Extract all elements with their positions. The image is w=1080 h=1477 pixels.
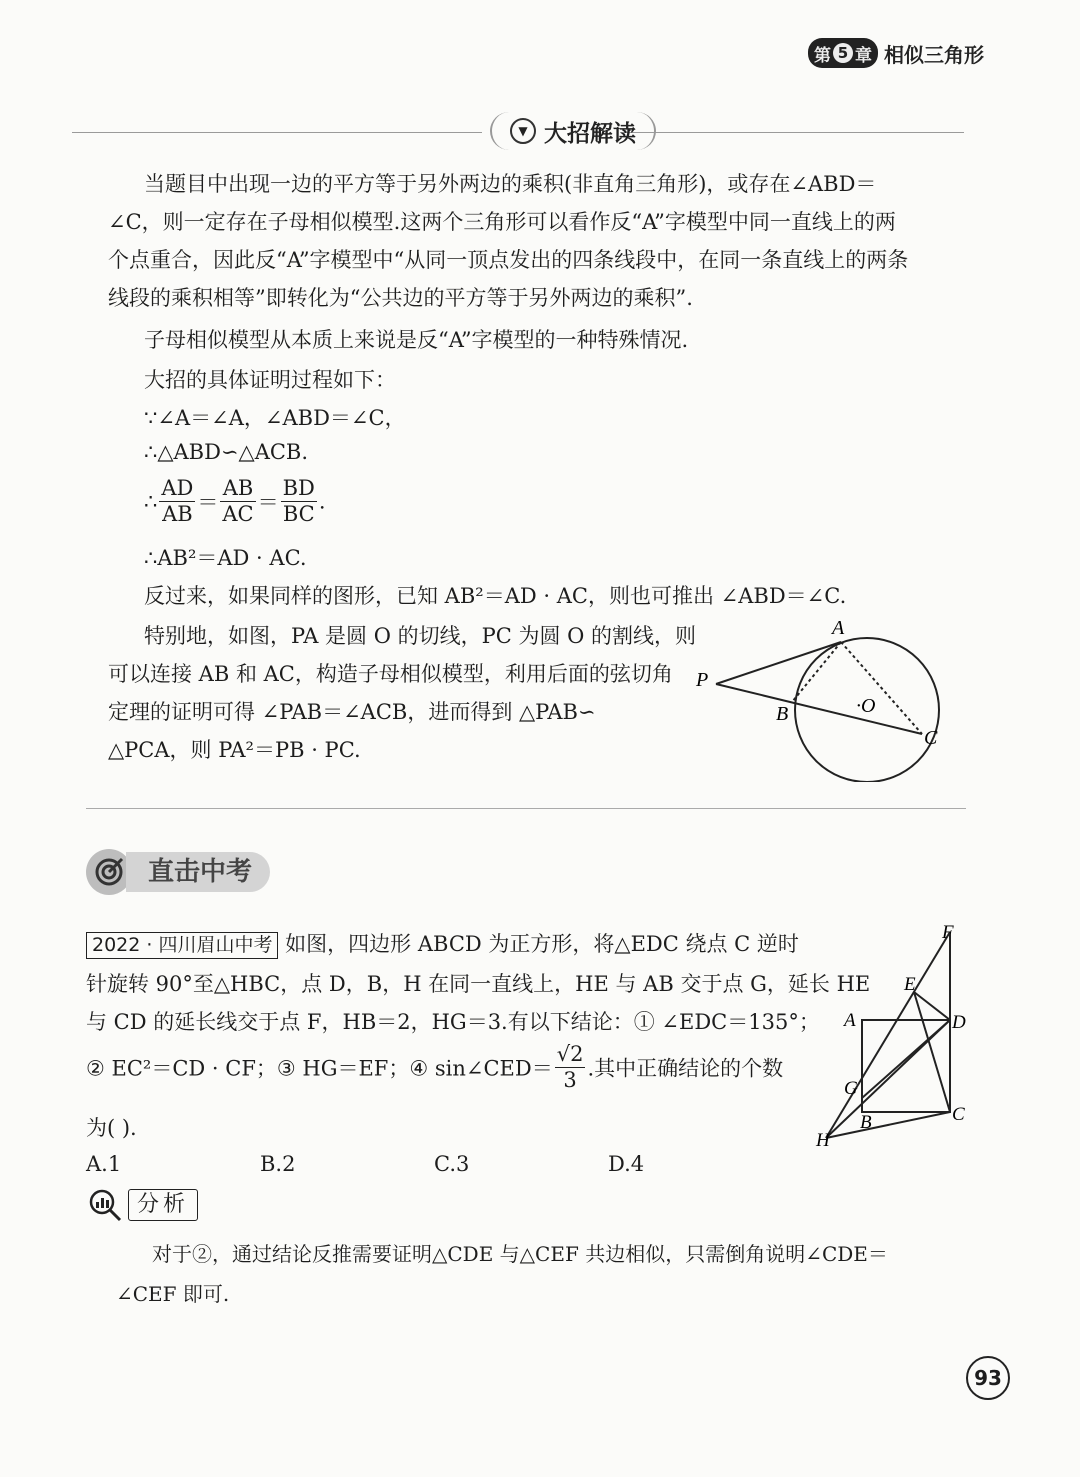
figure-circle-tangent: [680, 612, 970, 782]
analysis-line: ∠CEF 即可.: [116, 1282, 230, 1306]
problem-line-6: 为( ).: [86, 1116, 137, 1140]
secant-pc: [716, 684, 922, 734]
option-a: A.1: [86, 1152, 122, 1176]
section-banner: [72, 112, 964, 152]
chapter-suffix: 章: [855, 45, 872, 66]
chapter-title: 相似三角形: [884, 42, 984, 67]
problem-line-2: 针旋转 90°至△HBC，点 D，B，H 在同一直线上，HE 与 AB 交于点 G，延长 HE: [86, 972, 871, 996]
banner-rule-left: [72, 132, 482, 133]
figure-square: [810, 920, 980, 1160]
problem-text: ② EC²＝CD · CF；③ HG＝EF；④ sin∠CED＝: [86, 1056, 553, 1081]
chord-ac: [841, 642, 922, 734]
chevron-down-icon: ▼: [510, 118, 536, 144]
proof-line-2: ∴△ABD∽△ACB.: [144, 440, 309, 464]
option-c: C.3: [434, 1152, 470, 1176]
analysis-line: 对于②，通过结论反推需要证明△CDE 与△CEF 共边相似，只需倒角说明∠CDE＝: [152, 1242, 888, 1266]
frac-den: 3: [555, 1067, 586, 1093]
line-gd: [862, 1020, 950, 1098]
proof-line-4: ∴AB²＝AD · AC.: [144, 546, 307, 570]
chapter-header: [808, 38, 984, 68]
label-a: A: [844, 1010, 856, 1031]
label-d: D: [952, 1012, 966, 1033]
line-ed: [914, 992, 950, 1020]
frac-den: AB: [159, 501, 195, 527]
line-hf: [826, 932, 950, 1138]
frac-num: AD: [161, 476, 194, 500]
label-p: P: [696, 669, 709, 691]
problem-line-4: [86, 1042, 783, 1093]
page-number: 93: [966, 1356, 1010, 1400]
frac-den: BC: [281, 501, 317, 527]
special-line: △PCA，则 PA²＝PB · PC.: [108, 738, 361, 762]
frac-num: BD: [282, 476, 315, 500]
fraction-ad-ab: [159, 476, 195, 527]
special-line: 可以连接 AB 和 AC，构造子母相似模型，利用后面的弦切角: [108, 662, 673, 686]
label-f: F: [942, 922, 954, 943]
label-b: B: [860, 1112, 872, 1133]
banner-rule-right: [620, 132, 964, 133]
frac-num: AB: [222, 476, 254, 500]
problem-line-1: [86, 928, 799, 959]
magnifier-chart-icon: [88, 1188, 124, 1222]
paragraph1-line: 当题目中出现一边的平方等于另外两边的乘积(非直角三角形)，或存在∠ABD＝: [144, 172, 877, 196]
source-tag: 2022 · 四川眉山中考: [86, 932, 278, 959]
section-title: 大招解读: [544, 120, 636, 147]
label-g: G: [844, 1078, 858, 1099]
analysis-header: [88, 1188, 198, 1222]
section-separator: [86, 808, 966, 809]
therefore-symbol: ∴: [144, 489, 158, 514]
problem-text: .其中正确结论的个数: [587, 1056, 784, 1081]
problem-line-3: 与 CD 的延长线交于点 F，HB＝2，HG＝3.有以下结论：① ∠EDC＝135°；: [86, 1010, 820, 1034]
special-line: 定理的证明可得 ∠PAB＝∠ACB，进而得到 △PAB∽: [108, 700, 596, 724]
proof-line-3: ∴ $\frac{AD}{AB}$ ＝ $\frac{AB}{AC}$ ＝ $\frac{BD}{BC}$ .: [144, 476, 326, 526]
label-h: H: [816, 1130, 830, 1151]
option-d: D.4: [608, 1152, 645, 1176]
proof-line-1: ∵∠A＝∠A，∠ABD＝∠C，: [144, 406, 406, 430]
tangent-pa: [716, 642, 841, 684]
special-line: 特别地，如图，PA 是圆 O 的切线，PC 为圆 O 的割线，则: [144, 624, 697, 648]
problem-text: 如图，四边形 ABCD 为正方形，将△EDC 绕点 C 逆时: [285, 932, 799, 956]
paragraph1-line: 线段的乘积相等”即转化为“公共边的平方等于另外两边的乘积”.: [108, 286, 693, 310]
exam-section-header: [86, 848, 270, 896]
line-ec: [914, 992, 950, 1112]
fraction-sqrt2-over-3: [555, 1042, 586, 1093]
option-b: B.2: [260, 1152, 296, 1176]
chapter-badge: [808, 38, 878, 68]
label-c: C: [952, 1104, 965, 1125]
fraction-ab-ac: [220, 476, 255, 527]
analysis-title: 分析: [128, 1189, 198, 1221]
label-a: A: [832, 617, 845, 639]
converse-line: 反过来，如果同样的图形，已知 AB²＝AD · AC，则也可推出 ∠ABD＝∠C.: [144, 584, 847, 608]
proof-intro: 大招的具体证明过程如下：: [144, 368, 396, 392]
line-hc: [826, 1112, 950, 1138]
label-e: E: [904, 974, 916, 995]
label-c: C: [924, 727, 938, 749]
paragraph1-line: 个点重合，因此反“A”字模型中“从同一顶点发出的四条线段中，在同一条直线上的两条: [108, 248, 909, 272]
chapter-number: 5: [833, 43, 853, 63]
label-o: ·O: [856, 695, 876, 717]
section-title-pill: [490, 112, 656, 150]
paragraph1-line: ∠C，则一定存在子母相似模型.这两个三角形可以看作反“A”字模型中同一直线上的两: [108, 210, 896, 234]
frac-den: AC: [222, 502, 254, 526]
frac-num: √2: [556, 1042, 584, 1066]
label-b: B: [776, 703, 789, 725]
fraction-bd-bc: [281, 476, 317, 527]
paragraph2: 子母相似模型从本质上来说是反“A”字模型的一种特殊情况.: [144, 328, 689, 352]
chapter-prefix: 第: [814, 45, 831, 66]
exam-section-title: 直击中考: [126, 852, 270, 892]
